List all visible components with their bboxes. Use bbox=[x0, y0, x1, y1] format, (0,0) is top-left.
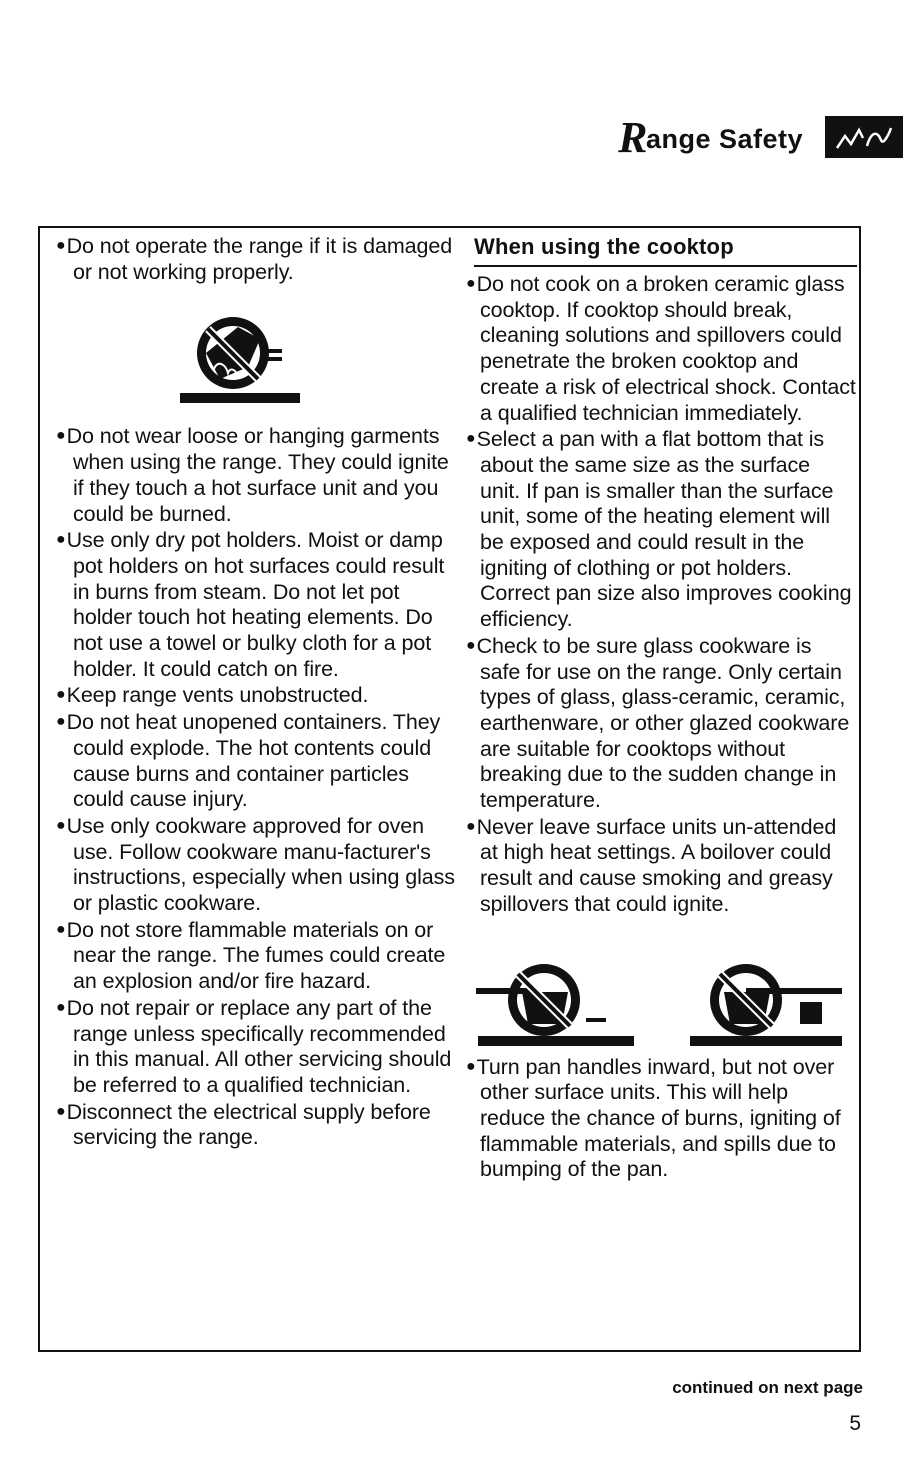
list-item: ●Do not store flammable materials on or near the range. The fumes could create an explosion and/or fire hazard. bbox=[56, 917, 446, 994]
page-number: 5 bbox=[849, 1412, 861, 1435]
list-item: ●Use only cookware approved for oven use. Follow cookware manu-facturer's instructions, especially when using glass or plastic cookware. bbox=[56, 813, 455, 916]
pan-handle-icons bbox=[472, 958, 856, 1048]
no-pan-handle-outward-icon bbox=[472, 958, 642, 1048]
list-item: ●Do not operate the range if it is damaged or not working properly. bbox=[56, 234, 453, 284]
list-item: ●Use only dry pot holders. Moist or damp pot holders on hot surfaces could result in burns from steam. Do not let pot holder touch hot heating elements. Do not use a towel or bulky cloth for a pot holder. It could catch on fire. bbox=[56, 528, 445, 681]
no-hanging-garments-icon bbox=[168, 309, 308, 409]
page-title-rest: ange Safety bbox=[645, 123, 803, 154]
list-item: ●Keep range vents unobstructed. bbox=[56, 683, 369, 708]
right-column bbox=[466, 233, 856, 1183]
list-item: ●Do not repair or replace any part of the range unless specifically recommended in this manual. All other servicing should be referred to a qualified technician. bbox=[56, 995, 452, 1097]
section-heading: When using the cooktop bbox=[474, 233, 857, 267]
list-item: ●Do not wear loose or hanging garments when using the range. They could ignite if they touch a hot surface unit and you could be burned. bbox=[56, 424, 449, 526]
page-title-cap: R bbox=[618, 112, 648, 162]
list-item: ●Never leave surface units un-attended at high heat settings. A boilover could result and cause smoking and greasy spillovers that could ignite. bbox=[466, 814, 837, 916]
continued-note: continued on next page bbox=[672, 1378, 863, 1397]
left-column bbox=[56, 233, 456, 1151]
page-header bbox=[618, 112, 903, 162]
list-item: ●Disconnect the electrical supply before servicing the range. bbox=[56, 1099, 431, 1150]
list-item: ●Check to be sure glass cookware is safe for use on the range. Only certain types of glass, glass-ceramic, ceramic, earthenware, or other glazed cookware are suitable for cooktops without breaking due to the sudden change in temperature. bbox=[466, 633, 850, 813]
list-item: ●Turn pan handles inward, but not over other surface units. This will help reduce the chance of burns, igniting of flammable materials, and spills due to bumping of the pan. bbox=[466, 1054, 841, 1182]
list-item: ●Select a pan with a flat bottom that is about the same size as the surface unit. If pan is smaller than the surface unit, some of the heating element will be exposed and could result in the igniting of clothing or pot holders. Correct pan size also improves cooking efficiency. bbox=[466, 427, 852, 632]
range-tab-icon bbox=[825, 116, 903, 158]
page-title bbox=[618, 112, 803, 163]
no-pan-handle-over-burner-icon bbox=[686, 958, 846, 1048]
list-item: ●Do not heat unopened containers. They could explode. The hot contents could cause burns and container particles could cause injury. bbox=[56, 710, 441, 812]
list-item: ●Do not cook on a broken ceramic glass cooktop. If cooktop should break, cleaning solutions and spillovers could penetrate the broken cooktop and create a risk of electrical shock. Contact a qualified technician immediately. bbox=[466, 272, 856, 425]
